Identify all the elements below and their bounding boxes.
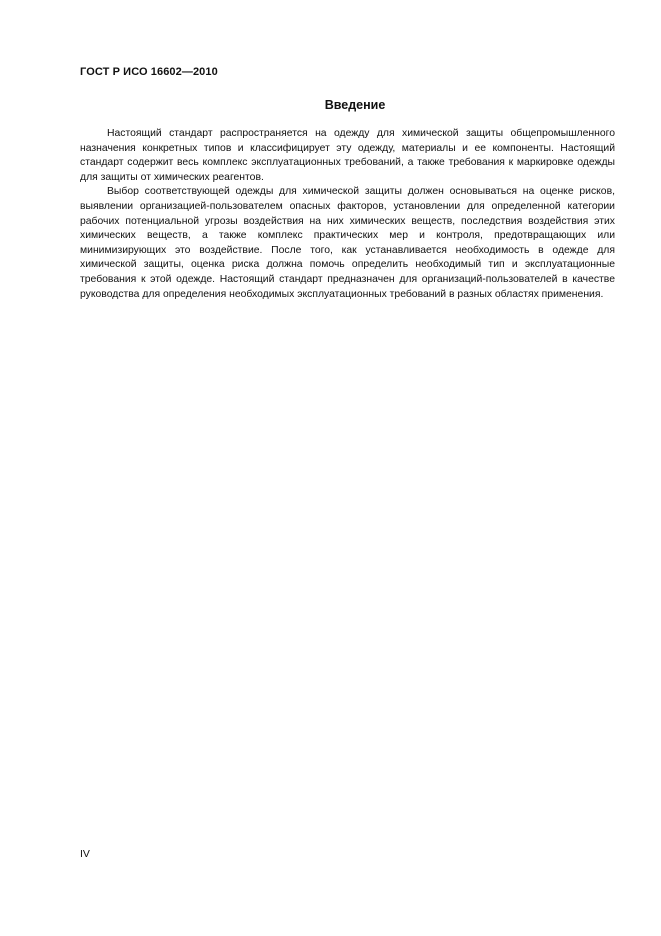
section-title: Введение [324, 98, 386, 112]
document-header: ГОСТ Р ИСО 16602—2010 [80, 66, 218, 78]
paragraph-1: Настоящий стандарт распространяется на одежду для химической защиты общепромышленного назначения конкретных типов и классифицирует эту одежду, материалы и ее компоненты. Настоящий стандарт содержит весь комплекс эксплуатационных требований, а также требования к маркировке одежды для защиты от химических реагентов. [80, 128, 615, 183]
page-number: IV [80, 848, 90, 860]
body-text [80, 127, 615, 302]
paragraph-2: Выбор соответствующей одежды для химической защиты должен основываться на оценке рисков, выявлении организацией-пользователем опасных факторов, установлении для определенной категории рабочих потенциальной угрозы воздействия на них химических веществ, последствия воздействия этих химических веществ, а также комплекс практических мер и контроля, предотвращающих или минимизирующих это воздействие. После того, как устанавливается необходимость в одежде для химической защиты, оценка риска должна помочь определить необходимый тип и эксплуатационные требования к этой одежде. Настоящий стандарт предназначен для организаций-пользователей в качестве руководства для определения необходимых эксплуатационных требований в разных областях применения. [80, 186, 615, 300]
